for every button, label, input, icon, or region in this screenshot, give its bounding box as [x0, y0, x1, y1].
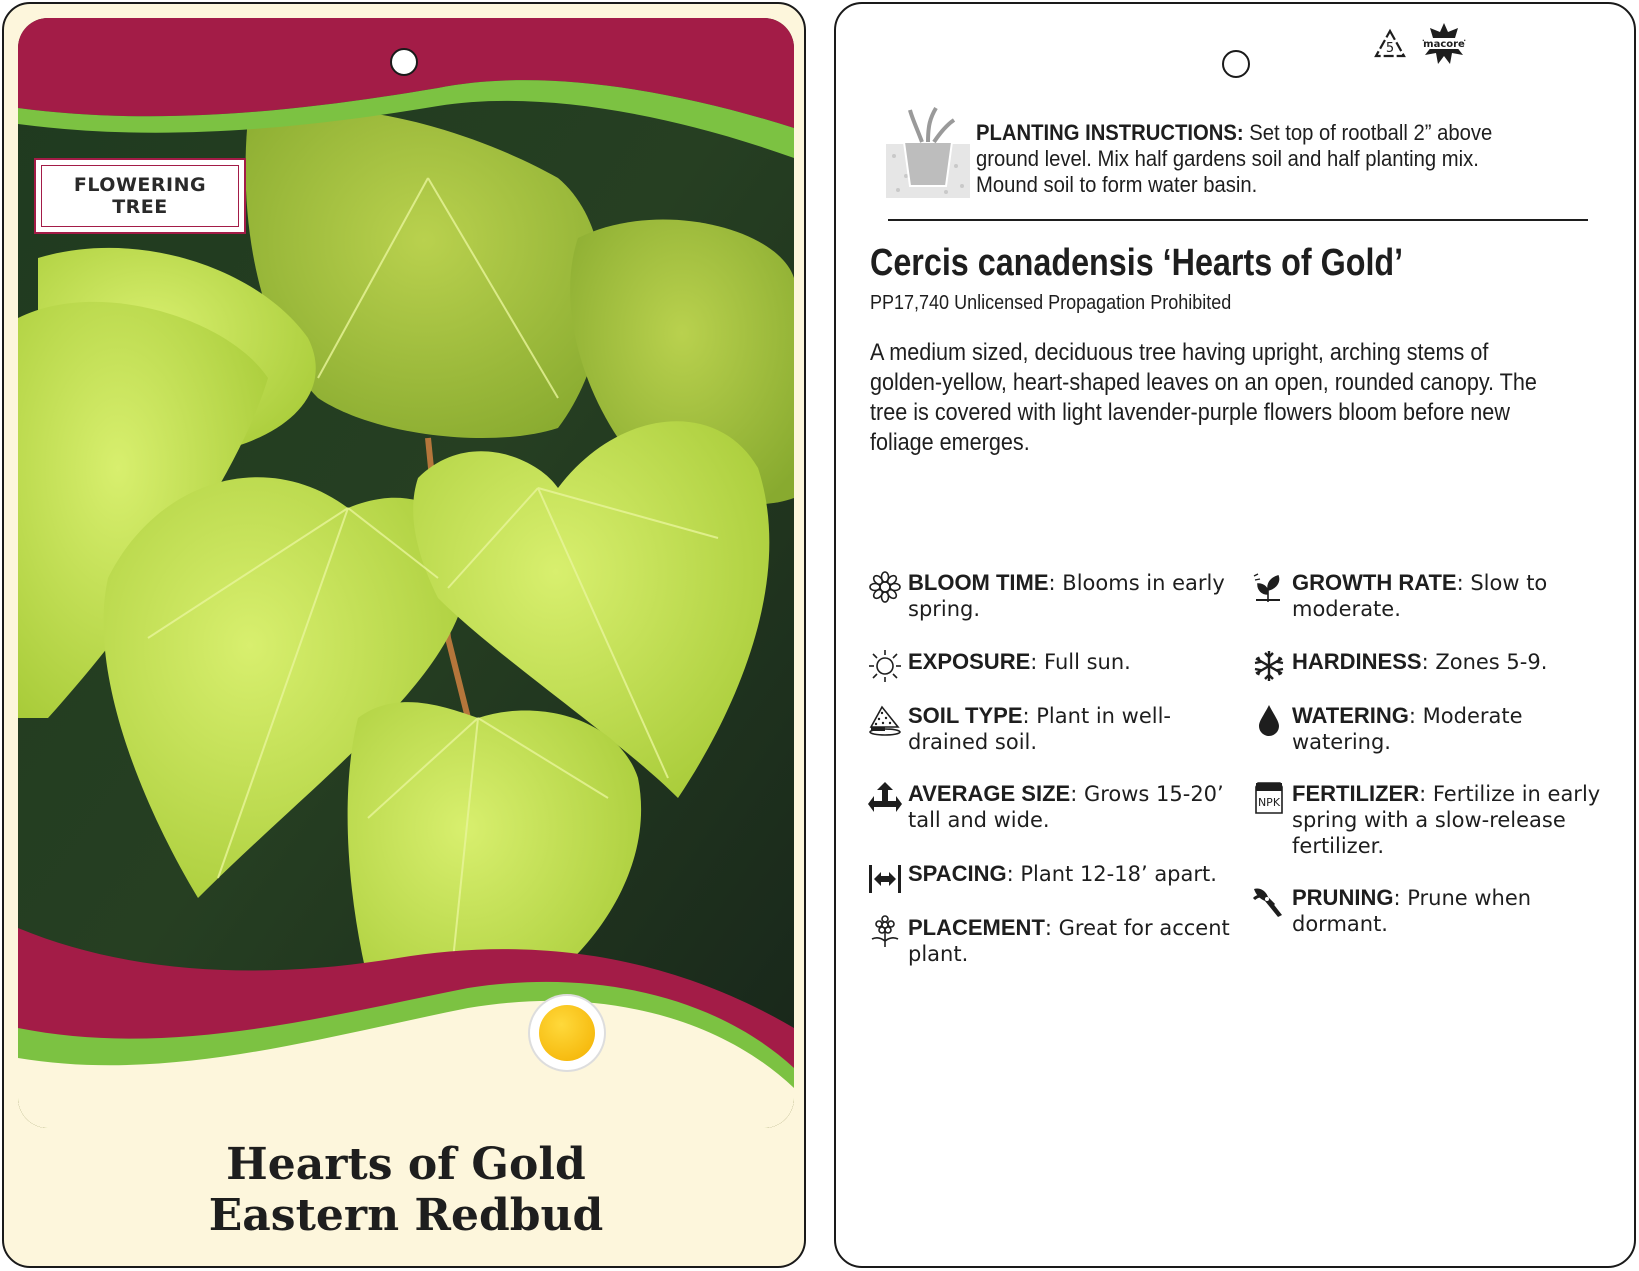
flower-icon: [868, 570, 902, 604]
attr-growth-rate: GROWTH RATE: Slow to moderate.: [1292, 570, 1622, 622]
hang-hole: [1222, 50, 1250, 78]
svg-text:NPK: NPK: [1257, 796, 1281, 809]
soil-icon: [868, 703, 902, 737]
logos: [1372, 22, 1470, 66]
hang-hole: [390, 48, 418, 76]
planting-label: PLANTING INSTRUCTIONS:: [976, 120, 1244, 145]
sun-exposure-icon: [530, 996, 604, 1070]
attr-average-size: AVERAGE SIZE: Grows 15-20’ tall and wide.: [908, 781, 1238, 833]
planting-pot-icon: [886, 106, 970, 198]
tag-back: [834, 2, 1636, 1268]
placement-flower-icon: [868, 915, 902, 949]
common-name-line1: Hearts of Gold: [226, 1139, 586, 1190]
category-badge-text: FLOWERING TREE: [73, 174, 207, 218]
botanical-name: Cercis canadensis ‘Hearts of Gold’: [870, 242, 1404, 284]
recycle-icon: [1372, 28, 1408, 60]
sprout-icon: [1252, 570, 1286, 604]
attr-pruning: PRUNING: Prune when dormant.: [1292, 885, 1622, 937]
attr-placement: PLACEMENT: Great for accent plant.: [908, 915, 1238, 967]
attr-spacing: SPACING: Plant 12-18’ apart.: [908, 861, 1238, 887]
svg-text:5: 5: [1385, 41, 1395, 56]
size-arrows-icon: [868, 781, 902, 815]
divider: [888, 219, 1588, 221]
svg-text:macore: macore: [1423, 39, 1465, 50]
attr-bloom-time: BLOOM TIME: Blooms in early spring.: [908, 570, 1238, 622]
attr-watering: WATERING: Moderate watering.: [1292, 703, 1622, 755]
description: A medium sized, deciduous tree having upright, arching stems of golden-yellow, heart-shaped leaves on an open, rounded canopy. The tree is covered with light lavender-purple flowers bloom before new foliage emerges.: [870, 339, 1537, 456]
planting-text: Set top of rootball 2” above ground level. Mix half gardens soil and half planting mix. Mound soil to form water basin.: [976, 120, 1493, 197]
brand-logo: [1418, 22, 1470, 66]
attr-exposure: EXPOSURE: Full sun.: [908, 649, 1238, 675]
snowflake-icon: [1252, 649, 1286, 683]
pruners-icon: [1252, 885, 1286, 919]
attr-fertilizer: NPK FERTILIZER: Fertilize in early spring with a slow-release fertilizer.: [1292, 781, 1622, 859]
sun-icon: [868, 649, 902, 683]
common-name-line2: Eastern Redbud: [208, 1190, 604, 1241]
water-drop-icon: [1252, 703, 1286, 737]
tag-front: [2, 2, 806, 1268]
category-badge: [34, 158, 246, 234]
planting-instructions: [976, 120, 1546, 198]
attr-hardiness: HARDINESS: Zones 5-9.: [1292, 649, 1622, 675]
npk-icon: [1252, 781, 1286, 815]
spacing-arrows-icon: [868, 861, 902, 895]
attr-soil-type: SOIL TYPE: Plant in well-drained soil.: [908, 703, 1238, 755]
patent-notice: PP17,740 Unlicensed Propagation Prohibited: [870, 292, 1232, 314]
